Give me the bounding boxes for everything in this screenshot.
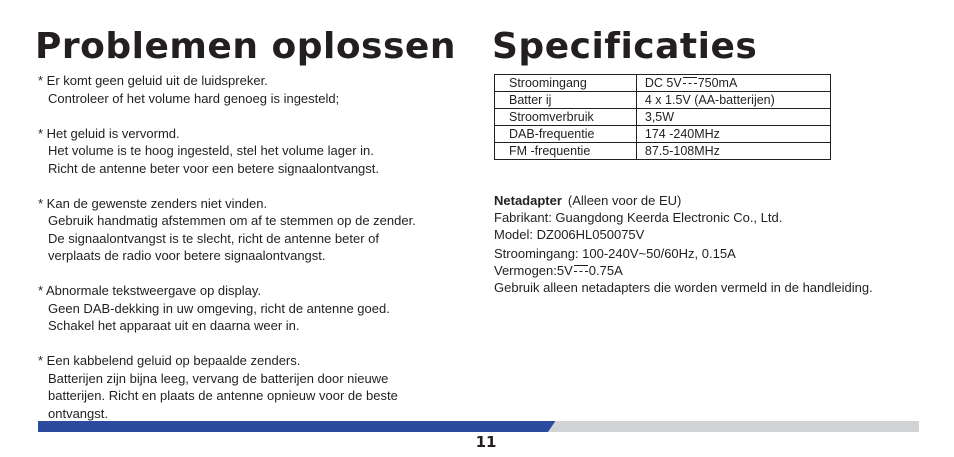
- spec-value: DC 5V 750mA: [636, 75, 830, 92]
- issue-item: [38, 352, 468, 422]
- issue-item: [38, 125, 468, 178]
- adapter-heading-note: (Alleen voor de EU): [567, 193, 682, 208]
- footer-neutral-bar: [548, 421, 919, 432]
- issue-answer-line: Geen DAB-dekking in uw omgeving, richt de antenne goed.: [48, 300, 390, 316]
- issue-answer-line: batterijen. Richt en plaats de antenne opnieuw voor de beste: [48, 388, 398, 403]
- dc-symbol-icon: [574, 265, 588, 272]
- footer-accent-bar: [38, 421, 556, 432]
- issue-answer-line: Gebruik handmatig afstemmen om af te stemmen op de zender.: [48, 213, 416, 228]
- issue-question: * Een kabbelend geluid op bepaalde zenders.: [38, 353, 301, 368]
- spec-value: 4 x 1.5V (AA-batterijen): [636, 92, 830, 109]
- issue-item: [38, 282, 468, 335]
- specifications-title: Specificaties: [492, 26, 758, 67]
- issue-item: [38, 195, 468, 265]
- spec-value: 174 -240MHz: [636, 126, 830, 143]
- troubleshooting-title: Problemen oplossen: [35, 26, 456, 67]
- table-row: [495, 109, 831, 126]
- issue-answer-line: Schakel het apparaat uit en daarna weer in.: [48, 318, 300, 333]
- spec-label: Stroomverbruik: [495, 109, 637, 126]
- table-row: [495, 143, 831, 160]
- adapter-output: Vermogen:5V 0.75A: [494, 263, 623, 278]
- adapter-model: Model: DZ006HL050075V: [494, 227, 645, 242]
- issue-answer-line: Richt de antenne beter voor een betere signaalontvangst.: [48, 160, 380, 176]
- issue-question: * Er komt geen geluid uit de luidspreker.: [38, 73, 268, 88]
- issue-answer-line: Batterijen zijn bijna leeg, vervang de batterijen door nieuwe: [48, 370, 389, 386]
- adapter-info: [494, 192, 934, 296]
- issue-item: [38, 72, 468, 107]
- spec-table: [494, 74, 831, 160]
- troubleshooting-list: [38, 72, 468, 440]
- issue-answer-line: Het volume is te hoog ingesteld, stel het volume lager in.: [48, 143, 374, 158]
- spec-value: 87.5-108MHz: [636, 143, 830, 160]
- page-number: 11: [475, 433, 497, 451]
- issue-question: * Abnormale tekstweergave op display.: [38, 283, 262, 298]
- adapter-note: Gebruik alleen netadapters die worden vermeld in de handleiding.: [494, 280, 873, 295]
- dc-symbol-icon: [683, 77, 697, 84]
- table-row: [495, 92, 831, 109]
- issue-answer-line: verplaats de radio voor betere signaalontvangst.: [48, 248, 326, 263]
- issue-question: * Het geluid is vervormd.: [38, 125, 180, 141]
- issue-question: * Kan de gewenste zenders niet vinden.: [38, 195, 268, 211]
- issue-answer-line: Controleer of het volume hard genoeg is ingesteld;: [48, 90, 340, 106]
- spec-label: FM -frequentie: [495, 143, 637, 160]
- spec-label: DAB-frequentie: [495, 126, 637, 143]
- issue-answer-line: De signaalontvangst is te slecht, richt de antenne beter of: [48, 230, 379, 246]
- spec-value: 3,5W: [636, 109, 830, 126]
- adapter-manufacturer: Fabrikant: Guangdong Keerda Electronic Co., Ltd.: [494, 210, 783, 225]
- table-row: [495, 126, 831, 143]
- spec-label: Batter ij: [495, 92, 637, 109]
- table-row: [495, 75, 831, 92]
- adapter-heading: Netadapter: [494, 193, 562, 208]
- adapter-heading-row: [494, 192, 934, 209]
- issue-answer-line: ontvangst.: [48, 405, 108, 421]
- spec-label: Stroomingang: [495, 75, 637, 92]
- adapter-input: Stroomingang: 100-240V~50/60Hz, 0.15A: [494, 246, 736, 261]
